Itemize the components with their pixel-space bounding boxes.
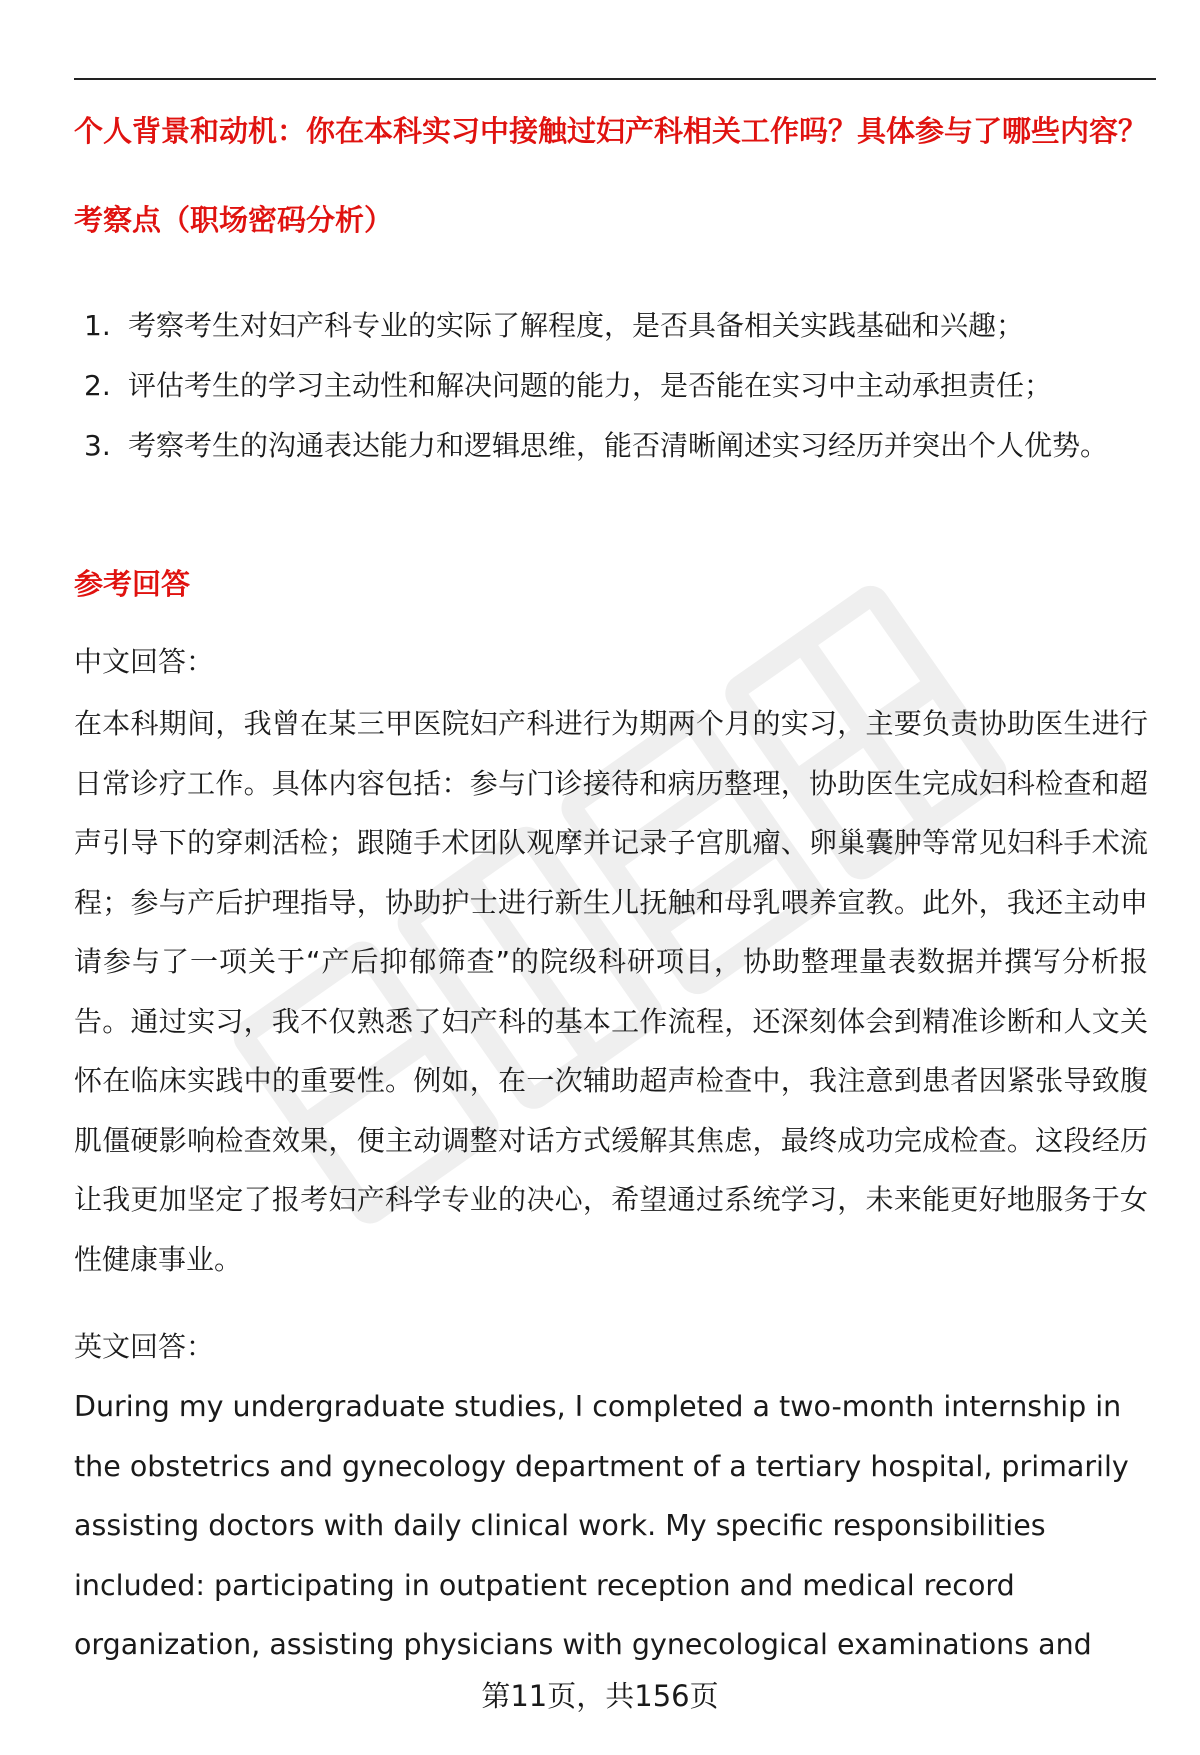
english-answer-text: During my undergraduate studies, I completed a two-month internship in the obstetrics and gynecology department of a tertiary hospital, primarily assisting doctors with daily clinical work. My specific responsibilities included: participating in outpatient reception and medical record organization, assisting physicians with gynecological examinations and <box>74 1390 1129 1661</box>
list-number: 2. <box>84 369 111 402</box>
chinese-answer-label: 中文回答： <box>74 645 215 678</box>
header-rule <box>74 78 1156 80</box>
list-item-text: 考察考生的沟通表达能力和逻辑思维，能否清晰阐述实习经历并突出个人优势。 <box>128 429 1109 462</box>
english-answer-label: 英文回答： <box>74 1330 215 1363</box>
list-item <box>74 416 1134 476</box>
list-item-text: 评估考生的学习主动性和解决问题的能力，是否能在实习中主动承担责任； <box>128 369 1053 402</box>
exam-points-heading: 考察点（职场密码分析） <box>74 203 394 237</box>
question-heading: 个人背景和动机：你在本科实习中接触过妇产科相关工作吗？具体参与了哪些内容？ <box>74 114 1148 148</box>
page-number: 第11页，共156页 <box>481 1679 719 1713</box>
list-item <box>74 296 1134 356</box>
list-number: 3. <box>84 429 111 462</box>
reference-answer-heading: 参考回答 <box>74 567 191 601</box>
chinese-answer-text: 在本科期间，我曾在某三甲医院妇产科进行为期两个月的实习，主要负责协助医生进行日常诊疗工作。具体内容包括：参与门诊接待和病历整理，协助医生完成妇科检查和超声引导下的穿刺活检；跟随手术团队观摩并记录子宫肌瘤、卵巢囊肿等常见妇科手术流程；参与产后护理指导，协助护士进行新生儿抚触和母乳喂养宣教。此外，我还主动申请参与了一项关于“产后抑郁筛查”的院级科研项目，协助整理量表数据并撰写分析报告。通过实习，我不仅熟悉了妇产科的基本工作流程，还深刻体会到精准诊断和人文关怀在临床实践中的重要性。例如，在一次辅助超声检查中，我注意到患者因紧张导致腹肌僵硬影响检查效果，便主动调整对话方式缓解其焦虑，最终成功完成检查。这段经历让我更加坚定了报考妇产科学专业的决心，希望通过系统学习，未来能更好地服务于女性健康事业。 <box>74 707 1148 1276</box>
list-number: 1. <box>84 309 111 342</box>
list-item <box>74 356 1134 416</box>
list-item-text: 考察考生对妇产科专业的实际了解程度，是否具备相关实践基础和兴趣； <box>128 309 1025 342</box>
exam-points-list <box>74 296 1134 476</box>
